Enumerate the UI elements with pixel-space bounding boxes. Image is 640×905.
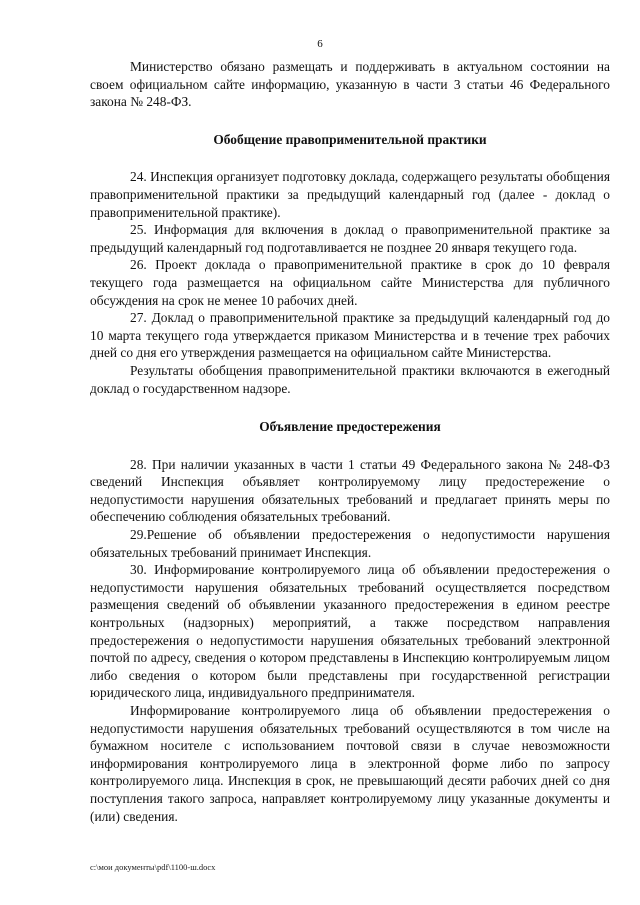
section-heading-practice: Обобщение правоприменительной практики bbox=[213, 131, 487, 147]
paragraph-29: 29.Решение об объявлении предостережения о недопустимости нарушения обязательных требований принимает Инспекция. bbox=[90, 527, 610, 560]
paragraph-25: 25. Информация для включения в доклад о правоприменительной практике за предыдущий календарный год подготавливается не позднее 20 января текущего года. bbox=[90, 222, 610, 255]
page-number: 6 bbox=[317, 38, 323, 50]
paragraph-results: Результаты обобщения правоприменительной практики включаются в ежегодный доклад о государственном надзоре. bbox=[90, 362, 610, 396]
paragraph-informing: Информирование контролируемого лица об объявлении предостережения о недопустимости нарушения обязательных требований осуществляются в том числе на бумажном носителе с использованием почтовой связи в случае невозможности информирования контролируемого лица в электронной форме либо по запросу контролируемого лица. Инспекция в срок, не превышающий десяти рабочих дней со дня поступления такого запроса, направляет контролируемому лицу указанные документы и (или) сведения. bbox=[90, 703, 610, 824]
document-body bbox=[90, 58, 610, 825]
paragraph-30: 30. Информирование контролируемого лица об объявлении предостережения о недопустимости нарушения обязательных требований осуществляется посредством размещения сведений об объявлении указанного предостережения в едином реестре контрольных (надзорных) мероприятий, а также посредством направления предостережения о недопустимости нарушения обязательных требований электронной почтой по адресу, сведения о котором представлены в Инспекцию контролируемым лицом либо сведения о котором были представлены при государственной регистрации юридического лица, индивидуального предпринимателя. bbox=[90, 562, 610, 701]
paragraph-28: 28. При наличии указанных в части 1 статьи 49 Федерального закона № 248-ФЗ сведений Инспекция объявляет контролируемому лицу предостережение о недопустимости нарушения обязательных требований и предлагает принять меры по обеспечению соблюдения обязательных требований. bbox=[90, 456, 610, 525]
intro-paragraph: Министерство обязано размещать и поддерживать в актуальном состоянии на своем официальном сайте информацию, указанную в части 3 статьи 46 Федерального закона № 248-ФЗ. bbox=[90, 59, 610, 110]
file-path-footer: c:\мои документы\pdf\1100-ш.docx bbox=[90, 862, 216, 872]
paragraph-27: 27. Доклад о правоприменительной практике за предыдущий календарный год до 10 марта текущего года утверждается приказом Министерства и в течение трех рабочих дней со дня его утверждения размещается на официальном сайте Министерства. bbox=[90, 310, 610, 361]
section-heading-warning: Объявление предостережения bbox=[259, 419, 441, 435]
paragraph-24: 24. Инспекция организует подготовку доклада, содержащего результаты обобщения правоприменительной практики за предыдущий календарный год (далее - доклад о правоприменительной практике). bbox=[90, 169, 610, 220]
paragraph-26: 26. Проект доклада о правоприменительной практике в срок до 10 февраля текущего года размещается на официальном сайте Министерства для публичного обсуждения на срок не менее 10 рабочих дней. bbox=[90, 257, 610, 308]
